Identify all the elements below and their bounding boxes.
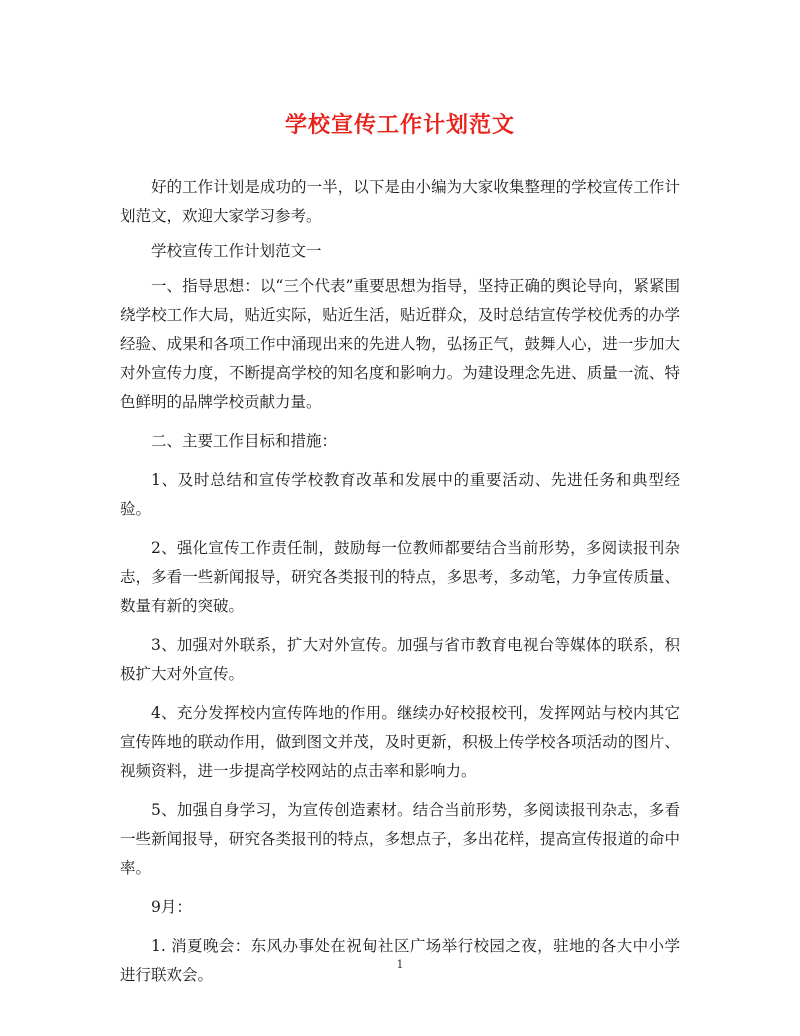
measure-item-4: 4、充分发挥校内宣传阵地的作用。继续办好校报校刊，发挥网站与校内其它宣传阵地的联动作用，做到图文并茂，及时更新，积极上传学校各项活动的图片、视频资料，进一步提高学校网站的点击率和影响力。: [120, 704, 680, 780]
measure-item-2: 2、强化宣传工作责任制，鼓励每一位教师都要结合当前形势，多阅读报刊杂志，多看一些新闻报导，研究各类报刊的特点，多思考，多动笔，力争宣传质量、数量有新的突破。: [120, 539, 680, 615]
document-body: [120, 173, 680, 1000]
document-title: 学校宣传工作计划范文: [284, 112, 515, 138]
intro-paragraph: 好的工作计划是成功的一半，以下是由小编为大家收集整理的学校宣传工作计划范文，欢迎大家学习参考。: [120, 178, 680, 225]
measure-item-5: 5、加强自身学习，为宣传创造素材。结合当前形势，多阅读报刊杂志，多看一些新闻报导，研究各类报刊的特点，多想点子，多出花样，提高宣传报道的命中率。: [120, 801, 680, 877]
event-item-1: 1. 消夏晚会：东风办事处在祝甸社区广场举行校园之夜，驻地的各大中小学进行联欢会。: [120, 937, 680, 984]
measure-item-1: 1、及时总结和宣传学校教育改革和发展中的重要活动、先进任务和典型经验。: [120, 471, 680, 518]
page-number: 1: [396, 958, 404, 971]
guiding-principle-paragraph: 一、指导思想：以“三个代表”重要思想为指导，坚持正确的舆论导向，紧紧围绕学校工作大局，贴近实际，贴近生活，贴近群众，及时总结宣传学校优秀的办学经验、成果和各项工作中涌现出来的先进人物，弘扬正气，鼓舞人心，进一步加大对外宣传力度，不断提高学校的知名度和影响力。为建设理念先进、质量一流、特色鲜明的品牌学校贡献力量。: [120, 277, 680, 411]
month-heading: 9月：: [151, 898, 192, 916]
section-heading: 学校宣传工作计划范文一: [151, 242, 322, 260]
measure-item-3: 3、加强对外联系，扩大对外宣传。加强与省市教育电视台等媒体的联系，积极扩大对外宣传。: [120, 636, 680, 683]
goals-heading: 二、主要工作目标和措施：: [151, 432, 338, 450]
